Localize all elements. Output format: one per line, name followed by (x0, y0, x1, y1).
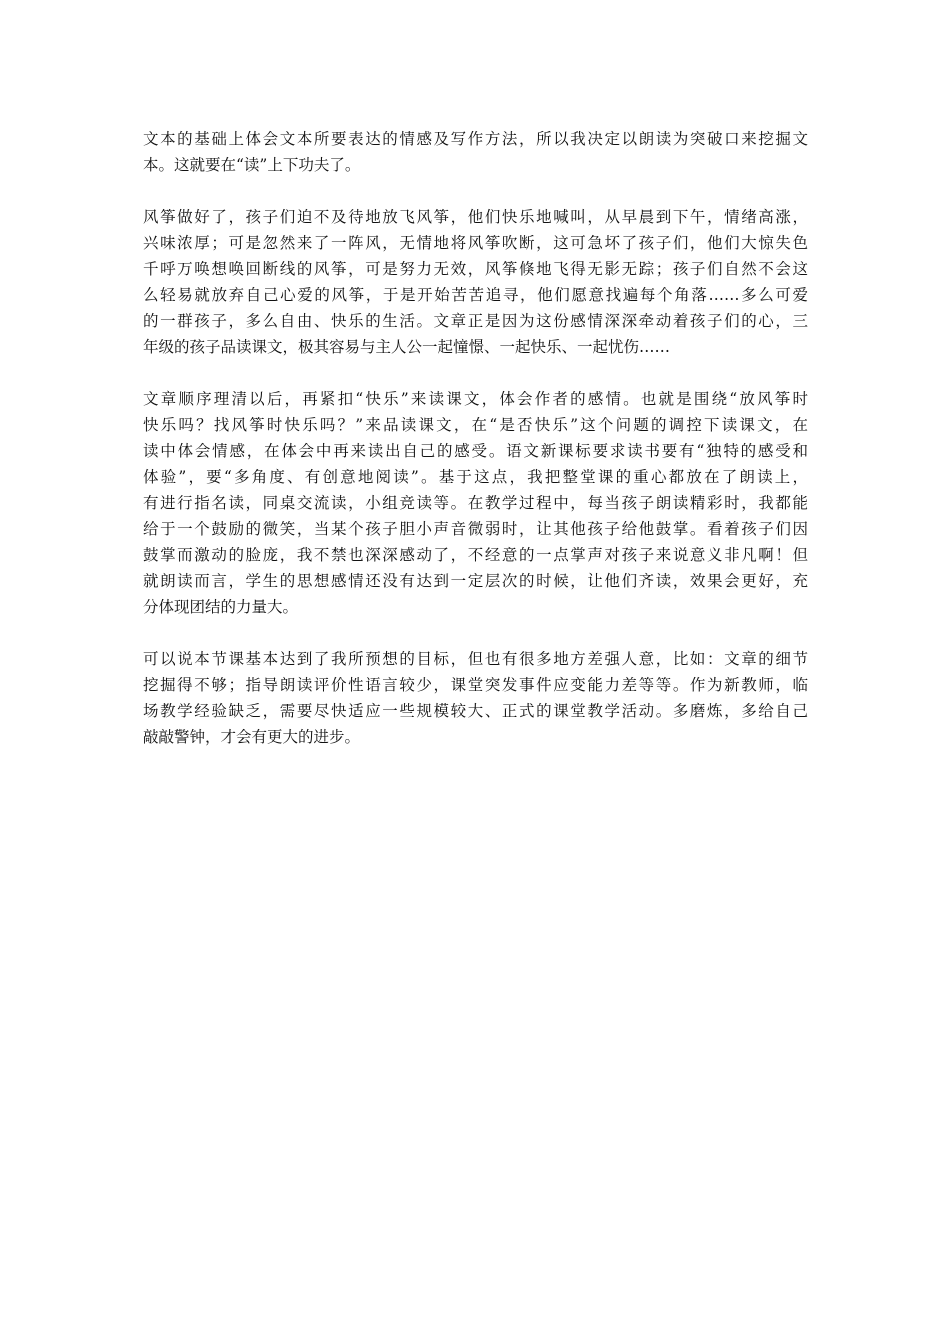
text-line: 挖掘得不够；指导朗读评价性语言较少，课堂突发事件应变能力差等等。作为新教师，临 (143, 676, 808, 694)
paragraph-4 (143, 646, 808, 750)
text-line: 读中体会情感，在体会中再来读出自己的感受。语文新课标要求读书要有“独特的感受和 (143, 442, 808, 460)
text-line: 本。这就要在“读”上下功夫了。 (143, 156, 361, 174)
text-line: 快乐吗？找风筝时快乐吗？”来品读课文，在“是否快乐”这个问题的调控下读课文，在 (143, 416, 808, 434)
text-line: 分体现团结的力量大。 (143, 598, 299, 616)
text-line: 就朗读而言，学生的思想感情还没有达到一定层次的时候，让他们齐读，效果会更好，充 (143, 572, 808, 590)
text-line: 的一群孩子，多么自由、快乐的生活。文章正是因为这份感情深深牵动着孩子们的心，三 (143, 312, 808, 330)
paragraph-2 (143, 204, 808, 360)
text-line: 场教学经验缺乏，需要尽快适应一些规模较大、正式的课堂教学活动。多磨炼，多给自己 (143, 702, 808, 720)
document-body (143, 126, 808, 776)
text-line: 兴味浓厚；可是忽然来了一阵风，无情地将风筝吹断，这可急坏了孩子们，他们大惊失色 (143, 234, 808, 252)
text-line: 敲敲警钟，才会有更大的进步。 (143, 728, 361, 746)
text-line: 给于一个鼓励的微笑，当某个孩子胆小声音微弱时，让其他孩子给他鼓掌。看着孩子们因 (143, 520, 808, 538)
paragraph-1 (143, 126, 808, 178)
paragraph-3 (143, 386, 808, 620)
text-line: 年级的孩子品读课文，极其容易与主人公一起憧憬、一起快乐、一起忧伤…… (143, 338, 671, 356)
text-line: 么轻易就放弃自己心爱的风筝，于是开始苦苦追寻，他们愿意找遍每个角落……多么可爱 (143, 286, 808, 304)
text-line: 文本的基础上体会文本所要表达的情感及写作方法，所以我决定以朗读为突破口来挖掘文 (143, 130, 808, 148)
text-line: 体验”，要“多角度、有创意地阅读”。基于这点，我把整堂课的重心都放在了朗读上， (143, 468, 808, 486)
text-line: 千呼万唤想唤回断线的风筝，可是努力无效，风筝倏地飞得无影无踪；孩子们自然不会这 (143, 260, 808, 278)
text-line: 风筝做好了，孩子们迫不及待地放飞风筝，他们快乐地喊叫，从早晨到下午，情绪高涨， (143, 208, 808, 226)
text-line: 有进行指名读，同桌交流读，小组竞读等。在教学过程中，每当孩子朗读精彩时，我都能 (143, 494, 808, 512)
text-line: 鼓掌而激动的脸庞，我不禁也深深感动了，不经意的一点掌声对孩子来说意义非凡啊！但 (143, 546, 808, 564)
text-line: 可以说本节课基本达到了我所预想的目标，但也有很多地方差强人意，比如：文章的细节 (143, 650, 808, 668)
text-line: 文章顺序理清以后，再紧扣“快乐”来读课文，体会作者的感情。也就是围绕“放风筝时 (143, 390, 808, 408)
